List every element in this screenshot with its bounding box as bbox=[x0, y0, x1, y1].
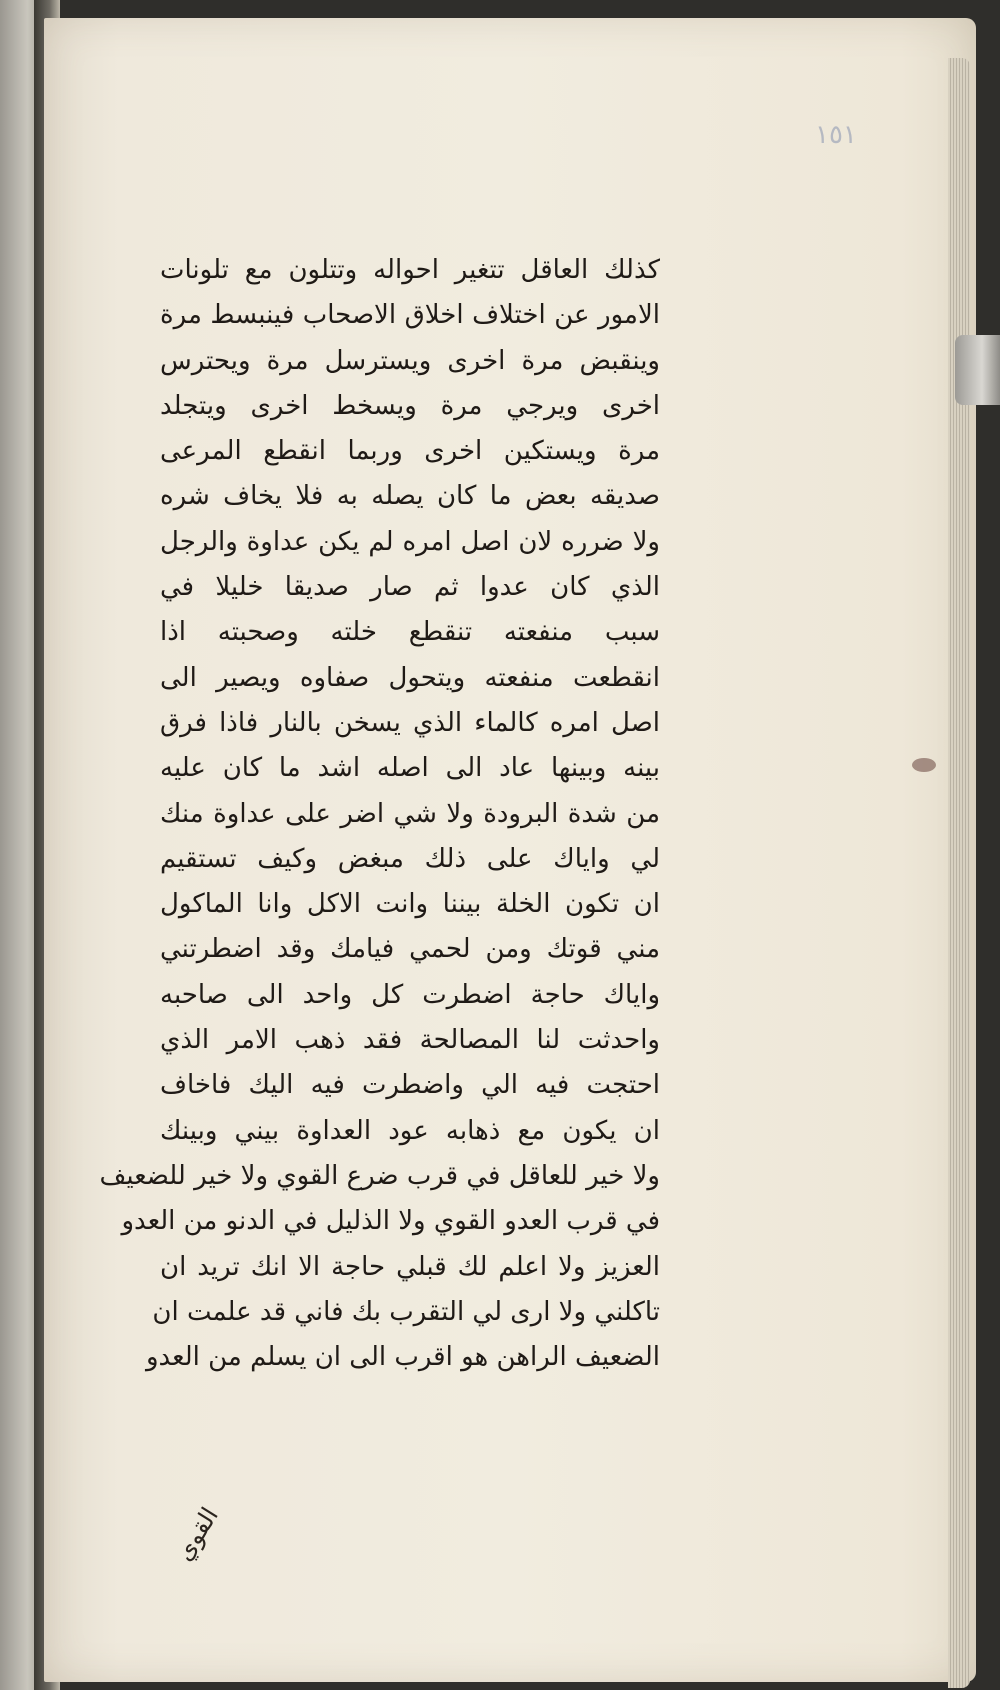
text-line: صديقه بعض ما كان يصله به فلا يخاف شره bbox=[160, 481, 660, 512]
text-line: ان يكون مع ذهابه عود العداوة بيني وبينك bbox=[160, 1115, 660, 1146]
text-line: في قرب العدو القوي ولا الذليل في الدنو من العدو bbox=[121, 1206, 660, 1237]
text-line: الذي كان عدوا ثم صار صديقا خليلا في bbox=[160, 572, 660, 603]
text-line: الامور عن اختلاف اخلاق الاصحاب فينبسط مرة bbox=[160, 300, 660, 331]
page-tab bbox=[955, 335, 1000, 405]
text-line: واياك حاجة اضطرت كل واحد الى صاحبه bbox=[160, 979, 660, 1010]
text-line: وينقبض مرة اخرى ويسترسل مرة ويحترس bbox=[160, 345, 660, 376]
page-stack-edge bbox=[948, 58, 970, 1688]
text-block bbox=[99, 248, 660, 1428]
text-line: ولا ضرره لان اصل امره لم يكن عداوة والرجل bbox=[160, 526, 660, 557]
catchword: القوي bbox=[169, 1502, 224, 1566]
ink-stain bbox=[912, 758, 936, 772]
text-line: من شدة البرودة ولا شي اضر على عداوة منك bbox=[160, 798, 660, 829]
text-line: تاكلني ولا ارى لي التقرب بك فاني قد علمت ان bbox=[152, 1296, 660, 1327]
text-line: احتجت فيه الي واضطرت فيه اليك فاخاف bbox=[160, 1070, 660, 1101]
text-line: لي واياك على ذلك مبغض وكيف تستقيم bbox=[160, 843, 660, 874]
text-line: اخرى ويرجي مرة ويسخط اخرى ويتجلد bbox=[160, 390, 660, 421]
text-line: العزيز ولا اعلم لك قبلي حاجة الا انك تريد ان bbox=[160, 1251, 660, 1282]
text-line: انقطعت منفعته ويتحول صفاوه ويصير الى bbox=[160, 662, 660, 693]
text-line: مني قوتك ومن لحمي فيامك وقد اضطرتني bbox=[160, 934, 660, 965]
text-line: واحدثت لنا المصالحة فقد ذهب الامر الذي bbox=[160, 1025, 660, 1056]
text-line: ولا خير للعاقل في قرب ضرع القوي ولا خير للضعيف bbox=[99, 1160, 660, 1191]
text-line: مرة ويستكين اخرى وربما انقطع المرعى bbox=[160, 436, 660, 467]
text-line: ان تكون الخلة بيننا وانت الاكل وانا الماكول bbox=[160, 889, 660, 920]
text-line: سبب منفعته تنقطع خلته وصحبته اذا bbox=[160, 617, 660, 648]
text-line: كذلك العاقل تتغير احواله وتتلون مع تلونات bbox=[160, 255, 660, 285]
text-line: اصل امره كالماء الذي يسخن بالنار فاذا فرق bbox=[160, 707, 660, 738]
text-line: بينه وبينها عاد الى اصله اشد ما كان عليه bbox=[160, 753, 660, 784]
text-line: الضعيف الراهن هو اقرب الى ان يسلم من العدو bbox=[145, 1342, 660, 1373]
folio-number: ١٥١ bbox=[815, 120, 857, 150]
